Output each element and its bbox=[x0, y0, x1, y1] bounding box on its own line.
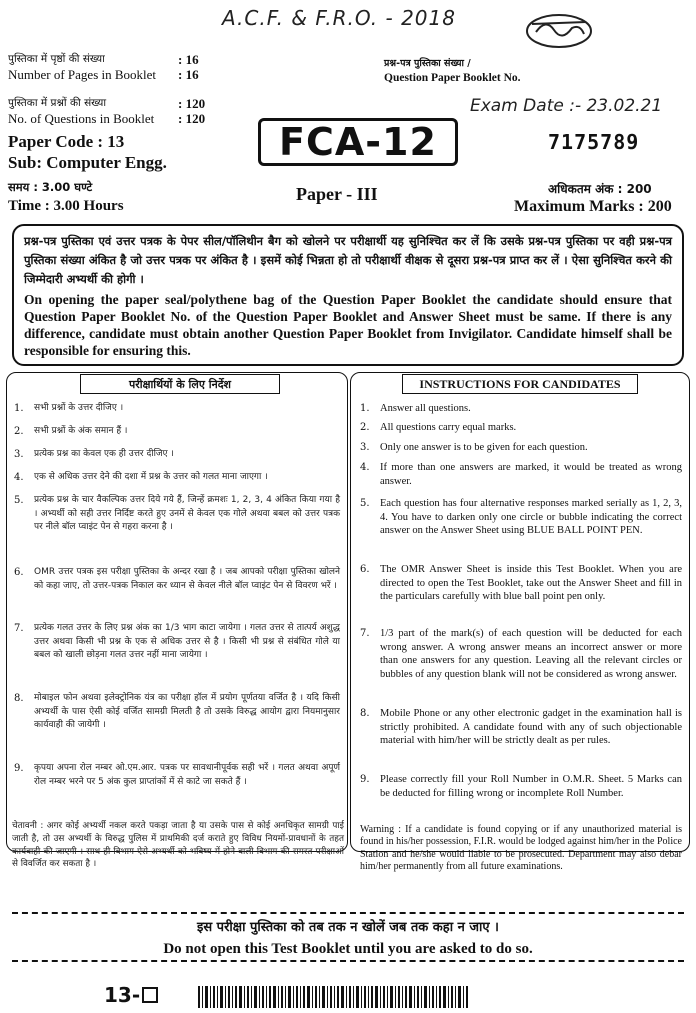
barcode-icon bbox=[198, 986, 468, 1008]
booklet-no-en: Question Paper Booklet No. bbox=[384, 72, 521, 84]
instruction-text: Please correctly fill your Roll Number in O.M.R. Sheet. 5 Marks can be deducted for filling wrong or incomplete Roll Number. bbox=[380, 774, 682, 799]
questions-en-label: No. of Questions in Booklet bbox=[8, 111, 155, 126]
notice-hindi: प्रश्न-पत्र पुस्तिका एवं उत्तर पत्रक के पेपर सील/पॉलिथीन बैग को खोलने पर परीक्षार्थी यह सुनिश्चित कर लें कि उसके प्रश्न-पत्र पुस्तिका पर वही प्रश्न-पत्र पुस्तिका संख्या अंकित है जो उत्तर पत्रक पर अंकित है । इसमें कोई भिन्नता हो तो परीक्षार्थी वीक्षक से दूसरा प्रश्न-पत्र प्राप्त कर लें । ऐसा सुनिश्चित करने की जिम्मेदारी अभ्यर्थी की होगी । bbox=[24, 234, 672, 286]
instruction-text: Answer all questions. bbox=[380, 403, 471, 414]
english-instruction-1 bbox=[360, 402, 682, 416]
instruction-text: All questions carry equal marks. bbox=[380, 422, 517, 433]
english-warning: Warning : If a candidate is found copying or if any unauthorized material is found in his/her possession, F.I.R. would be lodged against him/her in the Police Station and he/she would liable to be prosecuted. Department may also debar him/her permanently from all future examinations. bbox=[360, 824, 682, 873]
paper-code: Paper Code : 13 bbox=[8, 132, 125, 151]
do-not-open-banner bbox=[12, 912, 684, 962]
english-instruction-6 bbox=[360, 563, 682, 604]
instruction-text: प्रत्येक गलत उत्तर के लिए प्रश्न अंक का 1/3 भाग काटा जायेगा । गलत उत्तर से तात्पर्य अशुद्ध उत्तर अथवा किसी भी प्रश्न के एक से अधिक उत्तर से है । किसी भी प्रश्न से संबंधित गोले या बबल को खाली छोड़ना गलत उत्तर नहीं माना जायेगा । bbox=[34, 623, 340, 660]
instruction-number: 8. bbox=[360, 708, 370, 719]
questions-en-value: : 120 bbox=[178, 111, 206, 126]
pages-en-label: Number of Pages in Booklet bbox=[8, 67, 157, 82]
hindi-instruction-1 bbox=[14, 402, 340, 416]
hindi-instruction-9 bbox=[14, 762, 340, 789]
instruction-text: OMR उत्तर पत्रक इस परीक्षा पुस्तिका के अन्दर रखा है । जब आपको परीक्षा पुस्तिका खोलने को कहा जाए, तो उत्तर-पत्रक निकाल कर ध्यान से केवल नीले बॉल प्वाइंट पेन से विवरण भरें । bbox=[34, 567, 340, 591]
english-instruction-9 bbox=[360, 773, 682, 800]
instruction-text: प्रत्येक प्रश्न के चार वैकल्पिक उत्तर दिये गये हैं, जिन्हें क्रमशः 1, 2, 3, 4 अंकित किया गया है । अभ्यर्थी को सही उत्तर निर्दिष्ट करते हुए उनमें से केवल एक गोले अथवा बबल को उत्तर पत्रक पर नीले बॉल प्वाइंट पेन से गहरा करना है । bbox=[34, 495, 340, 532]
hindi-instructions-title: परीक्षार्थियों के लिए निर्देश bbox=[80, 374, 280, 394]
instruction-number: 5. bbox=[360, 498, 370, 509]
english-instructions-title: INSTRUCTIONS FOR CANDIDATES bbox=[402, 374, 638, 394]
fca-code-box bbox=[258, 118, 458, 166]
instruction-text: Each question has four alternative responses marked serially as 1, 2, 3, 4. You have to darken only one circle or bubble indicating the correct answer on the Answer Sheet using BLUE BALL POINT PEN. bbox=[380, 498, 682, 536]
instruction-number: 2. bbox=[360, 422, 370, 433]
english-instruction-2 bbox=[360, 421, 682, 435]
instruction-text: Mobile Phone or any other electronic gadget in the examination hall is strictly prohibited. A candidate found with any of such objectionable material with him/her will be strictly dealt as per rules. bbox=[380, 708, 682, 746]
instruction-text: Only one answer is to be given for each question. bbox=[380, 442, 588, 453]
hindi-instruction-8 bbox=[14, 692, 340, 733]
instruction-number: 5. bbox=[14, 495, 24, 506]
do-not-open-hi: इस परीक्षा पुस्तिका को तब तक न खोलें जब तक कहा न जाए । bbox=[196, 920, 499, 935]
fca-code: FCA-12 bbox=[279, 120, 437, 164]
questions-hi-value: : 120 bbox=[178, 96, 206, 111]
booklet-number: 7175789 bbox=[548, 130, 640, 154]
instruction-text: सभी प्रश्नों के उत्तर दीजिए । bbox=[34, 403, 124, 413]
english-instruction-5 bbox=[360, 497, 682, 538]
booklet-notice bbox=[12, 224, 684, 366]
time-en: Time : 3.00 Hours bbox=[8, 198, 124, 214]
instruction-text: एक से अधिक उत्तर देने की दशा में प्रश्न के उत्तर को गलत माना जाएगा । bbox=[34, 472, 268, 482]
page-code-box-icon bbox=[142, 987, 158, 1003]
instruction-number: 1. bbox=[14, 403, 24, 414]
english-instruction-7 bbox=[360, 627, 682, 681]
instruction-number: 4. bbox=[360, 462, 370, 473]
booklet-meta bbox=[8, 52, 228, 126]
hindi-instruction-7 bbox=[14, 622, 340, 663]
page-code bbox=[104, 983, 158, 1007]
instruction-number: 6. bbox=[14, 567, 24, 578]
hindi-instruction-6 bbox=[14, 566, 340, 593]
max-marks-hi: अधिकतम अंक : 200 bbox=[548, 182, 652, 196]
instruction-number: 4. bbox=[14, 472, 24, 483]
instruction-number: 2. bbox=[14, 426, 24, 437]
handwritten-exam-date: Exam Date :- 23.02.21 bbox=[470, 96, 663, 116]
max-marks-en: Maximum Marks : 200 bbox=[514, 198, 672, 215]
handwritten-stamp bbox=[524, 10, 594, 52]
instruction-number: 8. bbox=[14, 693, 24, 704]
page-code-text: 13- bbox=[104, 983, 141, 1007]
instruction-text: मोबाइल फोन अथवा इलेक्ट्रोनिक यंत्र का परीक्षा हॉल में प्रयोग पूर्णतया वर्जित है । यदि किसी अभ्यर्थी के पास ऐसी कोई वर्जित सामग्री मिलती है तो उसके विरुद्ध आयोग द्वारा नियमानुसार कार्यवाही की जायेगी । bbox=[34, 693, 340, 730]
booklet-no-hi: प्रश्न-पत्र पुस्तिका संख्या / bbox=[384, 58, 471, 69]
pages-en-value: : 16 bbox=[178, 67, 199, 82]
english-instruction-4 bbox=[360, 461, 682, 488]
time-hi: समय : 3.00 घण्टे bbox=[8, 180, 93, 194]
instruction-text: कृपया अपना रोल नम्बर ओ.एम.आर. पत्रक पर सावधानीपूर्वक सही भरें । गलत अथवा अपूर्ण रोल नम्बर भरने पर 5 अंक कुल प्राप्तांकों में से काटे जा सकते हैं । bbox=[34, 763, 340, 787]
instruction-text: 1/3 part of the mark(s) of each question will be deducted for each wrong answer. A wrong answer means an incorrect answer or more than one answers for any question. Leaving all the relevant circles or bubbles of any question blank will not be considered as wrong answer. bbox=[380, 628, 682, 680]
instruction-text: If more than one answers are marked, it would be treated as wrong answer. bbox=[380, 462, 682, 487]
pages-hi-label: पुस्तिका में पृष्ठों की संख्या bbox=[8, 53, 105, 65]
instruction-text: सभी प्रश्नों के अंक समान हैं । bbox=[34, 426, 128, 436]
hindi-instruction-3 bbox=[14, 448, 340, 462]
english-instruction-3 bbox=[360, 441, 682, 455]
paper-label: Paper - III bbox=[296, 184, 378, 204]
signature-icon bbox=[524, 10, 594, 52]
do-not-open-en: Do not open this Test Booklet until you are asked to do so. bbox=[163, 941, 533, 957]
instruction-number: 3. bbox=[14, 449, 24, 460]
subject: Sub: Computer Engg. bbox=[8, 153, 167, 172]
questions-hi-label: पुस्तिका में प्रश्नों की संख्या bbox=[8, 97, 107, 109]
notice-english: On opening the paper seal/polythene bag of the Question Paper Booklet the candidate should ensure that Question Paper Booklet No. of the Question Paper Booklet and Answer Sheet must be same. If there is any difference, candidate must obtain another Question Paper Booklet from Invigilator. Candidate himself shall be responsible for ensuring this. bbox=[24, 292, 672, 358]
hindi-instruction-4 bbox=[14, 471, 340, 485]
instruction-number: 9. bbox=[360, 774, 370, 785]
instruction-number: 3. bbox=[360, 442, 370, 453]
hindi-instruction-2 bbox=[14, 425, 340, 439]
hindi-warning: चेतावनी : अगर कोई अभ्यर्थी नकल करते पकड़ा जाता है या उसके पास से कोई अनधिकृत सामग्री पाई जाती है, तो उस अभ्यर्थी के विरुद्ध पुलिस में प्राथमिकी दर्ज कराते हुए विविध नियमों-प्रावधानों के तहत कार्यवाही की जाएगी । साथ ही विभाग ऐसे अभ्यर्थी को भविष्य में होने वाली विभाग की समस्त परीक्षाओं से विवर्जित कर सकता है । bbox=[12, 821, 344, 870]
english-instruction-8 bbox=[360, 707, 682, 748]
instruction-number: 7. bbox=[14, 623, 24, 634]
instruction-text: The OMR Answer Sheet is inside this Test Booklet. When you are directed to open the Test Booklet, take out the Answer Sheet and fill in the particulars carefully with blue ball point pen only. bbox=[380, 564, 682, 602]
handwritten-top-note: A.C.F. & F.R.O. - 2018 bbox=[222, 6, 456, 30]
instruction-number: 9. bbox=[14, 763, 24, 774]
hindi-instruction-5 bbox=[14, 494, 340, 535]
instruction-text: प्रत्येक प्रश्न का केवल एक ही उत्तर दीजिए । bbox=[34, 449, 174, 459]
instruction-number: 1. bbox=[360, 403, 370, 414]
pages-hi-value: : 16 bbox=[178, 52, 199, 67]
instruction-number: 7. bbox=[360, 628, 370, 639]
instruction-number: 6. bbox=[360, 564, 370, 575]
